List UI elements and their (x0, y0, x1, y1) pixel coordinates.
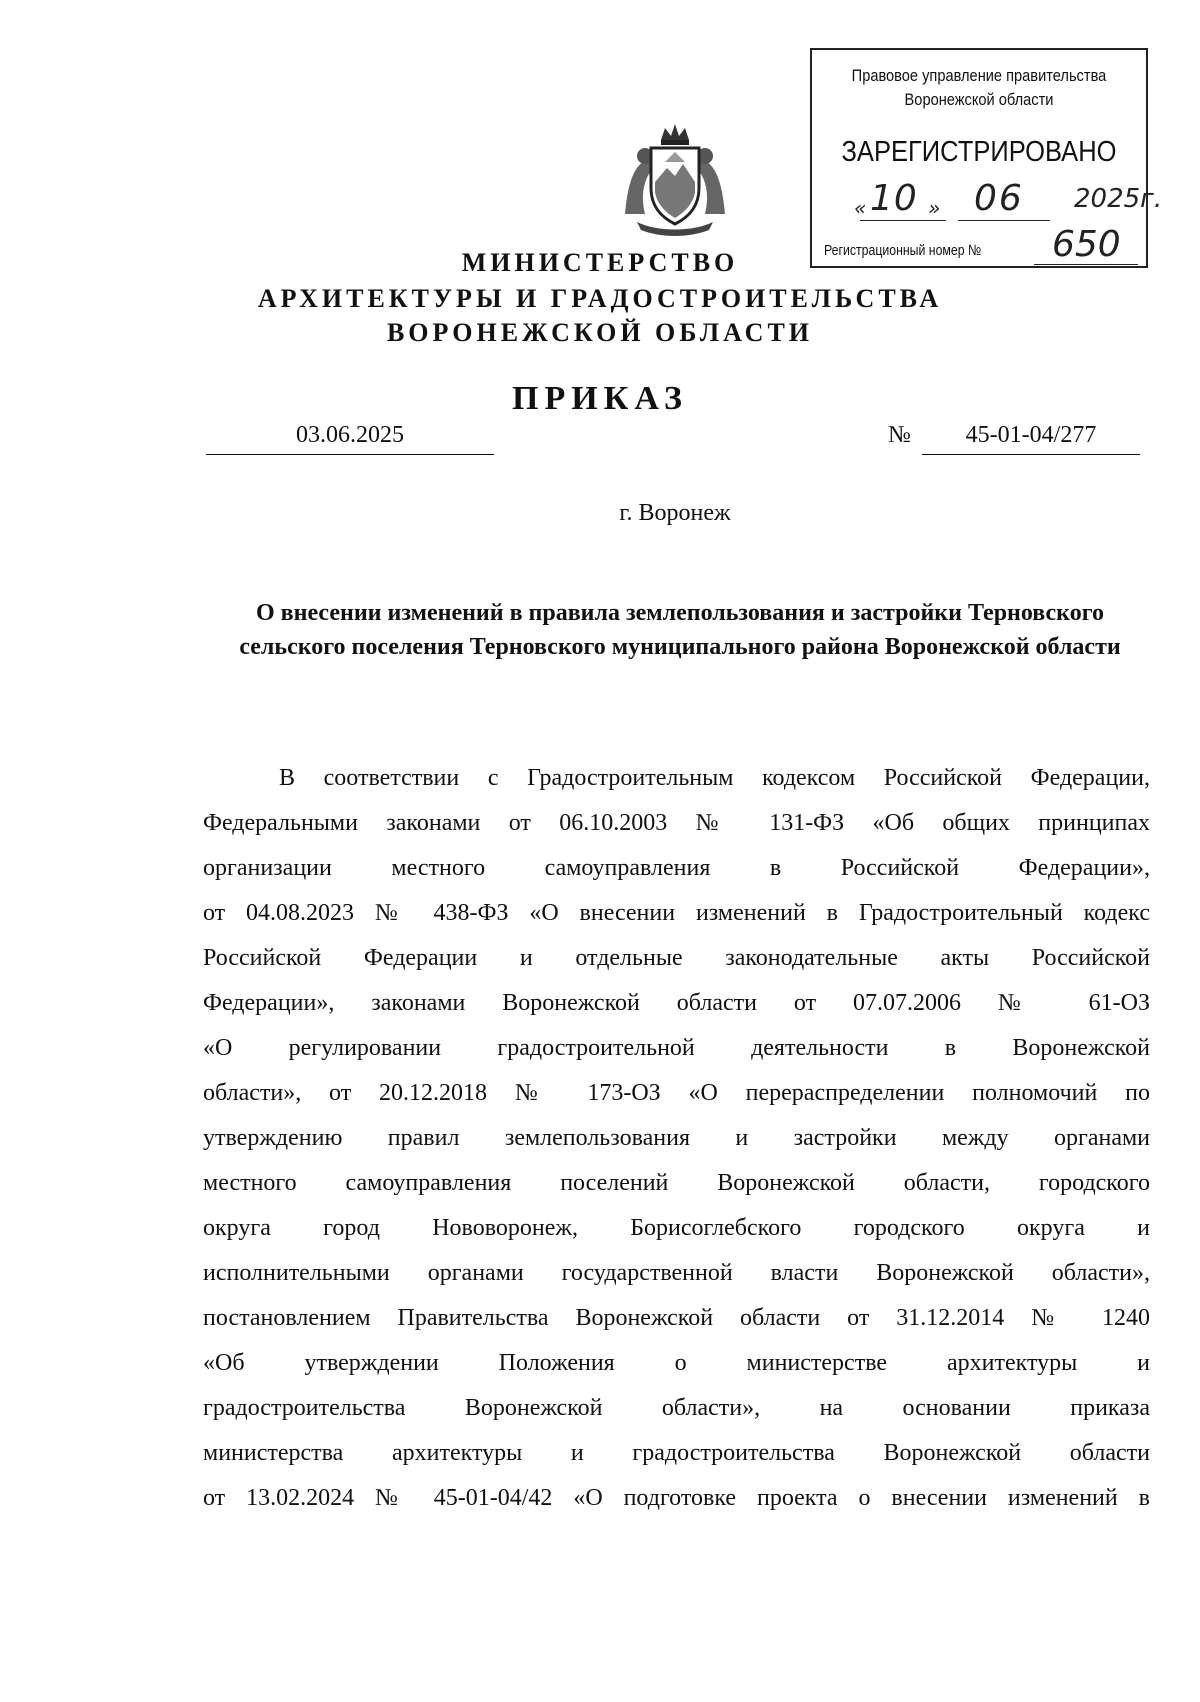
body-line: утверждению правил землепользования и застройки между органами (203, 1125, 1150, 1151)
coat-of-arms-icon (617, 122, 733, 238)
body-line: исполнительными органами государственной власти Воронежской области», (203, 1260, 1150, 1286)
stamp-day-underline (860, 220, 946, 221)
number-sign: № (888, 422, 911, 448)
stamp-month: 06 (974, 178, 1024, 219)
body-line: градостроительства Воронежской области», на основании приказа (203, 1395, 1150, 1421)
stamp-day: 10 (870, 178, 918, 219)
stamp-year: 2025г. (1074, 184, 1163, 214)
ministry-name-line1: МИНИСТЕРСТВО (461, 248, 739, 277)
stamp-office-line2: Воронежской области (904, 90, 1054, 109)
stamp-reg-label: Регистрационный номер № (824, 242, 982, 259)
stamp-quote-open: « (854, 196, 867, 220)
body-line: постановлением Правительства Воронежской области от 31.12.2014 № 1240 (203, 1305, 1150, 1331)
ministry-name-line2: АРХИТЕКТУРЫ И ГРАДОСТРОИТЕЛЬСТВА (257, 284, 943, 313)
body-line: округа город Нововоронеж, Борисоглебского городского округа и (203, 1215, 1150, 1241)
document-body (203, 756, 1150, 1521)
body-line: Федерации», законами Воронежской области от 07.07.2006 № 61-ОЗ (203, 990, 1150, 1016)
stamp-status: ЗАРЕГИСТРИРОВАНО (841, 136, 1117, 168)
registration-stamp (810, 48, 1163, 268)
stamp-reg-number: 650 (1052, 224, 1121, 265)
stamp-date (838, 178, 1163, 226)
body-line: «О регулировании градостроительной деятельности в Воронежской (203, 1035, 1150, 1061)
ministry-name-line3: ВОРОНЕЖСКОЙ ОБЛАСТИ (386, 318, 814, 347)
body-line: Российской Федерации и отдельные законодательные акты Российской (203, 945, 1150, 971)
body-line: Федеральными законами от 06.10.2003 № 131-ФЗ «Об общих принципах (203, 810, 1150, 836)
stamp-quote-close: » (928, 196, 941, 220)
body-line: организации местного самоуправления в Российской Федерации», (203, 855, 1150, 881)
city: г. Воронеж (619, 500, 731, 526)
stamp-office-line1: Правовое управление правительства (851, 66, 1107, 85)
document-number-field (888, 422, 1140, 454)
body-line: местного самоуправления поселений Воронежской области, городского (203, 1170, 1150, 1196)
document-date: 03.06.2025 (206, 422, 494, 455)
body-line: «Об утверждении Положения о министерстве архитектуры и (203, 1350, 1150, 1376)
body-line: области», от 20.12.2018 № 173-ОЗ «О перераспределении полномочий по (203, 1080, 1150, 1106)
stamp-month-underline (958, 220, 1050, 221)
body-line: от 13.02.2024 № 45-01-04/42 «О подготовке проекта о внесении изменений в (203, 1485, 1150, 1511)
document-type: ПРИКАЗ (512, 380, 688, 417)
stamp-office (835, 64, 1122, 112)
document-number: 45-01-04/277 (922, 422, 1140, 455)
document-title: О внесении изменений в правила землепользования и застройки Терновского сельского поселения Терновского муниципального района Воронежской области (239, 600, 1121, 660)
body-line: от 04.08.2023 № 438-ФЗ «О внесении изменений в Градостроительный кодекс (203, 900, 1150, 926)
body-line: министерства архитектуры и градостроительства Воронежской области (203, 1440, 1150, 1466)
body-line: В соответствии с Градостроительным кодексом Российской Федерации, (279, 765, 1150, 791)
